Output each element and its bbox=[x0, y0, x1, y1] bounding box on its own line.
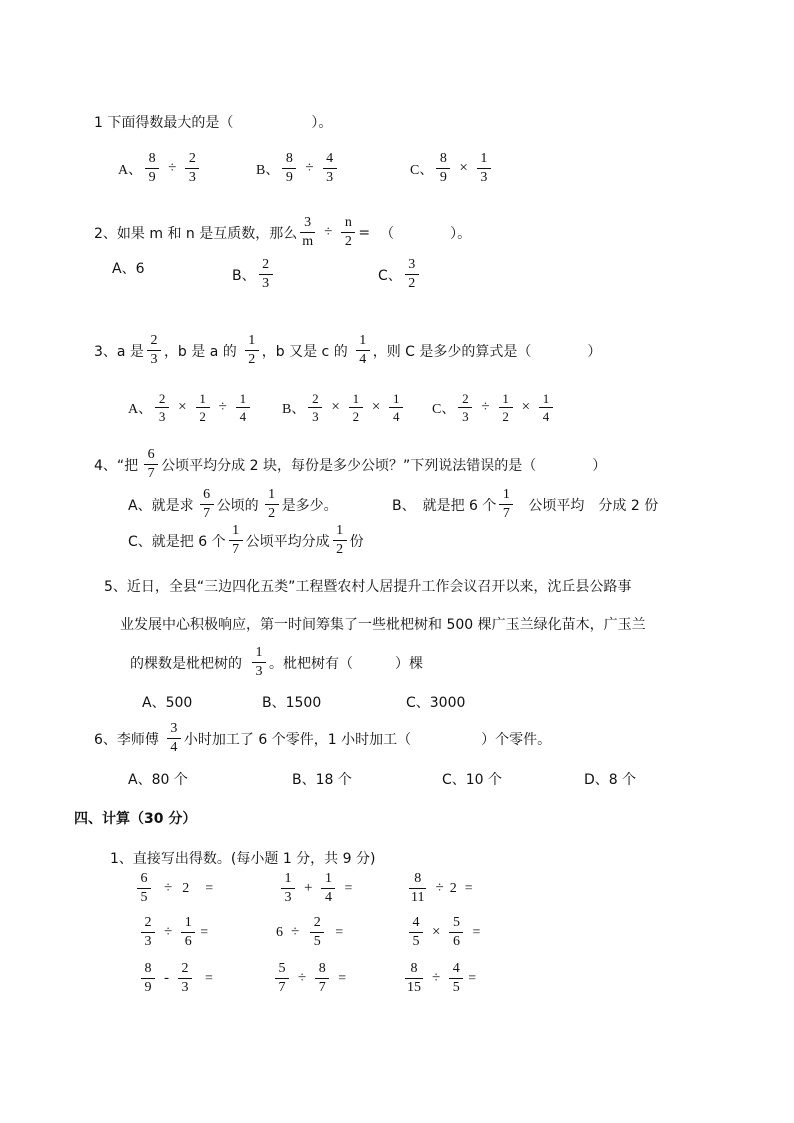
fraction: $\frac{5}{7}$ bbox=[275, 962, 289, 995]
fraction: $\frac{6}{7}$ bbox=[144, 448, 158, 481]
fraction: $\frac{1}{4}$ bbox=[356, 334, 370, 367]
fraction: $\frac{1}{3}$ bbox=[252, 646, 266, 679]
question-3-option-a: A、 $\frac{2}{3}$ × $\frac{1}{2}$ ÷ $\frac{1}{4}$ bbox=[128, 392, 253, 423]
fraction: $\frac{2}{3}$ bbox=[259, 258, 273, 291]
fraction: $\frac{1}{2}$ bbox=[499, 392, 513, 423]
fraction: $\frac{8}{15}$ bbox=[407, 961, 421, 995]
calc-item-1: $\frac{6}{5}$ ÷ 2 = bbox=[134, 872, 213, 905]
fraction: $\frac{2}{3}$ bbox=[178, 962, 192, 995]
fraction: $\frac{4}{3}$ bbox=[323, 152, 337, 185]
fraction: $\frac{1}{2}$ bbox=[245, 334, 259, 367]
calc-item-4: $\frac{2}{3}$ ÷ $\frac{1}{6}$ = bbox=[138, 916, 208, 949]
question-6-option-d: D、8 个 bbox=[584, 772, 637, 788]
fraction: $\frac{1}{4}$ bbox=[539, 392, 553, 423]
question-6-option-c: C、10 个 bbox=[442, 772, 503, 788]
fraction: $\frac{1}{3}$ bbox=[281, 872, 295, 905]
question-3-stem: 3、a 是 $\frac{2}{3}$ ，b 是 a 的 $\frac{1}{2}$ ，b 又是 c 的 $\frac{1}{4}$ ，则 C 是多少的算式是（ ） bbox=[94, 333, 602, 367]
fraction: $\frac{2}{3}$ bbox=[155, 392, 169, 423]
fraction: $\frac{2}{3}$ bbox=[147, 334, 161, 367]
fraction: $\frac{1}{4}$ bbox=[389, 392, 403, 423]
fraction: $\frac{1}{6}$ bbox=[181, 916, 195, 949]
fraction: $\frac{1}{2}$ bbox=[333, 524, 347, 557]
calc-item-9: $\frac{8}{15}$ ÷ $\frac{4}{5}$ = bbox=[407, 961, 477, 995]
question-6-option-a: A、80 个 bbox=[128, 772, 188, 788]
question-4-option-a: A、就是求 $\frac{6}{7}$ 公顷的 $\frac{1}{2}$ 是多少。 bbox=[128, 487, 338, 521]
section-4-title: 四、计算（30 分） bbox=[74, 811, 197, 827]
question-6-option-b: B、18 个 bbox=[292, 772, 352, 788]
fraction: $\frac{2}{3}$ bbox=[458, 392, 472, 423]
calc-item-7: $\frac{8}{9}$ - $\frac{2}{3}$ = bbox=[138, 962, 213, 995]
fraction: $\frac{1}{4}$ bbox=[236, 392, 250, 423]
question-5-option-a: A、500 bbox=[142, 695, 193, 711]
fraction: $\frac{n}{2}$ bbox=[341, 216, 355, 249]
fraction: $\frac{3}{2}$ bbox=[405, 258, 419, 291]
question-1-option-c: C、 $\frac{8}{9}$ × $\frac{1}{3}$ bbox=[410, 152, 494, 185]
fraction: $\frac{6}{7}$ bbox=[200, 488, 214, 521]
calc-item-5: 6 ÷ $\frac{2}{5}$ = bbox=[276, 915, 344, 949]
question-3-option-c: C、 $\frac{2}{3}$ ÷ $\frac{1}{2}$ × $\frac{1}{4}$ bbox=[432, 392, 556, 423]
question-2-stem: 2、如果 m 和 n 是互质数，那么 $\frac{3}{m}$ ÷ $\frac{n}{2}$ = （ ）。 bbox=[94, 215, 472, 249]
question-4-option-b: B、 就是把 6 个 $\frac{1}{7}$ 公顷平均 分成 2 份 bbox=[392, 487, 659, 521]
fraction: $\frac{1}{7}$ bbox=[499, 488, 513, 521]
fraction: $\frac{4}{5}$ bbox=[409, 916, 423, 949]
fraction: $\frac{2}{5}$ bbox=[310, 916, 324, 949]
fraction: $\frac{1}{2}$ bbox=[196, 392, 210, 423]
question-3-option-b: B、 $\frac{2}{3}$ × $\frac{1}{2}$ × $\frac{1}{4}$ bbox=[282, 392, 406, 423]
question-2-option-c: C、 $\frac{3}{2}$ bbox=[378, 258, 422, 291]
fraction: $\frac{4}{5}$ bbox=[449, 962, 463, 995]
fraction: $\frac{8}{9}$ bbox=[145, 152, 159, 185]
calc-item-6: $\frac{4}{5}$ × $\frac{5}{6}$ = bbox=[406, 916, 480, 949]
fraction: $\frac{2}{3}$ bbox=[308, 392, 322, 423]
calc-item-8: $\frac{5}{7}$ ÷ $\frac{8}{7}$ = bbox=[272, 962, 346, 995]
question-5-line-3: 的棵数是枇杷树的 $\frac{1}{3}$ 。枇杷树有（ ）棵 bbox=[130, 645, 423, 679]
calc-item-3: $\frac{8}{11}$ ÷ 2 = bbox=[411, 871, 473, 905]
calc-item-2: $\frac{1}{3}$ + $\frac{1}{4}$ = bbox=[278, 872, 352, 905]
question-1-option-b: B、 $\frac{8}{9}$ ÷ $\frac{4}{3}$ bbox=[256, 152, 340, 185]
question-1-stem: 1 下面得数最大的是（ ）。 bbox=[94, 115, 333, 131]
fraction: $\frac{6}{5}$ bbox=[137, 872, 151, 905]
fraction: $\frac{2}{3}$ bbox=[141, 916, 155, 949]
question-4-stem: 4、“把 $\frac{6}{7}$ 公顷平均分成 2 块，每份是多少公顷？”下列说法错误的是（ ） bbox=[94, 447, 607, 481]
question-5-option-b: B、1500 bbox=[262, 695, 322, 711]
question-2-option-a: A、6 bbox=[112, 261, 145, 277]
fraction: $\frac{8}{9}$ bbox=[436, 152, 450, 185]
fraction: $\frac{8}{9}$ bbox=[141, 962, 155, 995]
question-4-option-c: C、就是把 6 个 $\frac{1}{7}$ 公顷平均分成 $\frac{1}{2}$ 份 bbox=[128, 523, 364, 557]
question-6-stem: 6、李师傅 $\frac{3}{4}$ 小时加工了 6 个零件，1 小时加工（ ）个零件。 bbox=[94, 721, 552, 755]
fraction: $\frac{1}{4}$ bbox=[321, 872, 335, 905]
fraction: $\frac{2}{3}$ bbox=[185, 152, 199, 185]
fraction: $\frac{8}{9}$ bbox=[282, 152, 296, 185]
question-5-line-2: 业发展中心积极响应，第一时间筹集了一些枇杷树和 500 棵广玉兰绿化苗木，广玉兰 bbox=[120, 617, 646, 633]
question-1-option-a: A、 $\frac{8}{9}$ ÷ $\frac{2}{3}$ bbox=[118, 152, 202, 185]
fraction: $\frac{8}{7}$ bbox=[315, 962, 329, 995]
question-5-option-c: C、3000 bbox=[406, 695, 466, 711]
section-4-subtitle: 1、直接写出得数。(每小题 1 分，共 9 分) bbox=[110, 851, 376, 867]
fraction: $\frac{5}{6}$ bbox=[449, 916, 463, 949]
question-2-option-b: B、 $\frac{2}{3}$ bbox=[232, 258, 276, 291]
fraction: $\frac{1}{2}$ bbox=[349, 392, 363, 423]
fraction: $\frac{3}{m}$ bbox=[302, 215, 314, 249]
fraction: $\frac{3}{4}$ bbox=[167, 722, 181, 755]
fraction: $\frac{8}{11}$ bbox=[411, 871, 425, 905]
fraction: $\frac{1}{3}$ bbox=[477, 152, 491, 185]
fraction: $\frac{1}{7}$ bbox=[229, 524, 243, 557]
question-5-line-1: 5、近日，全县“三边四化五类”工程暨农村人居提升工作会议召开以来，沈丘县公路事 bbox=[104, 579, 632, 595]
fraction: $\frac{1}{2}$ bbox=[265, 488, 279, 521]
